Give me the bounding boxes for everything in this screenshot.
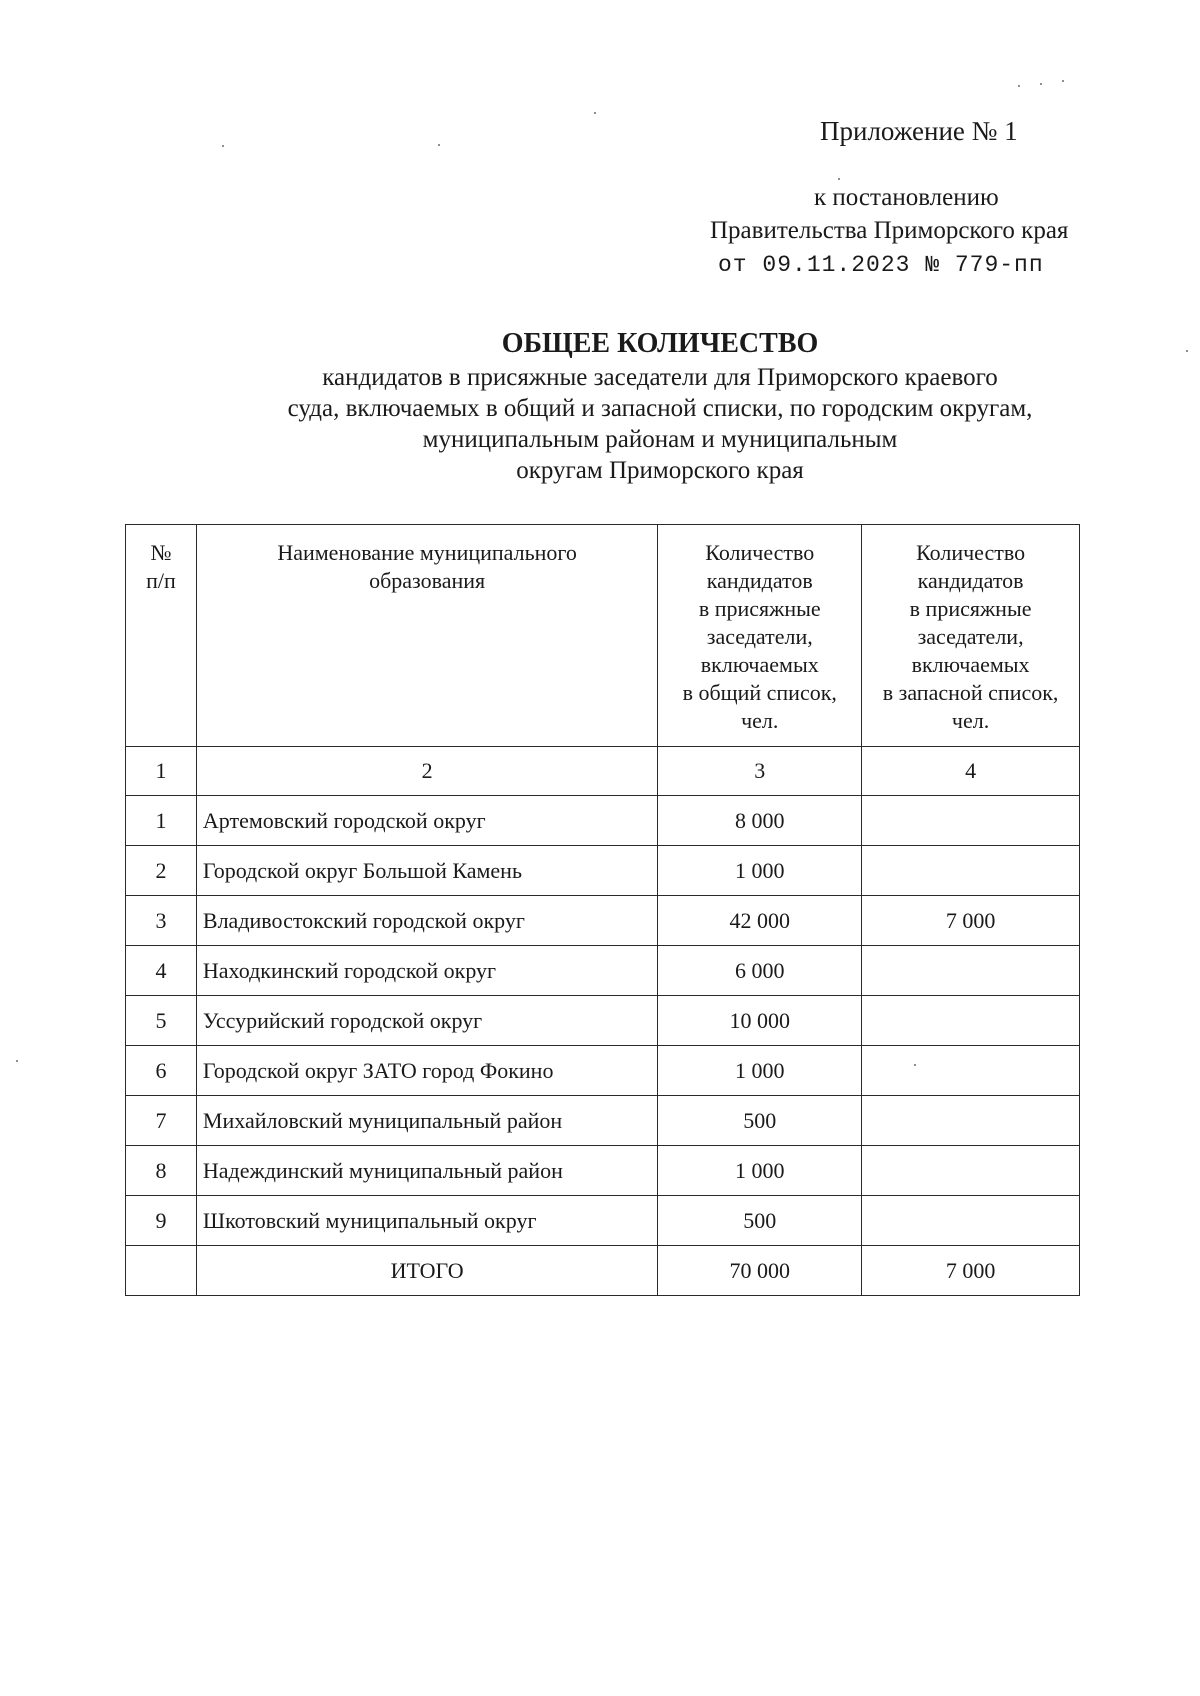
main-list-count: 6 000 <box>658 946 862 996</box>
table-row <box>126 1196 1080 1246</box>
table-row <box>126 996 1080 1046</box>
reserve-list-count <box>862 1046 1080 1096</box>
column-number-row <box>126 747 1080 796</box>
header-main-line: кандидатов <box>706 568 813 593</box>
scan-speck <box>438 144 440 146</box>
row-number: 4 <box>126 946 197 996</box>
table-header-row <box>126 525 1080 747</box>
header-main-line: Количество <box>705 540 815 565</box>
header-num <box>126 525 197 747</box>
main-list-count: 1 000 <box>658 846 862 896</box>
column-number: 4 <box>862 747 1080 796</box>
heading-subtitle-line: округам Приморского края <box>516 457 804 484</box>
scan-speck <box>594 112 596 114</box>
scan-speck <box>838 178 840 180</box>
column-number: 3 <box>658 747 862 796</box>
table-row <box>126 1046 1080 1096</box>
row-number: 3 <box>126 896 197 946</box>
column-number: 2 <box>196 747 657 796</box>
header-reserve-line: включаемых <box>911 652 1030 677</box>
table-row <box>126 1146 1080 1196</box>
heading-subtitle-line: кандидатов в присяжные заседатели для Приморского краевого <box>322 364 998 391</box>
municipality-name: Городской округ ЗАТО город Фокино <box>196 1046 657 1096</box>
header-main-line: в общий список, <box>682 680 837 705</box>
government-line: Правительства Приморского края <box>710 217 1069 244</box>
row-number: 7 <box>126 1096 197 1146</box>
reserve-list-count <box>862 1146 1080 1196</box>
main-list-count: 1 000 <box>658 1146 862 1196</box>
reserve-list-count <box>862 1096 1080 1146</box>
municipality-name: Уссурийский городской округ <box>196 996 657 1046</box>
table-row <box>126 846 1080 896</box>
main-list-count: 500 <box>658 1096 862 1146</box>
main-list-count: 500 <box>658 1196 862 1246</box>
reserve-list-count <box>862 1196 1080 1246</box>
to-decree-line: к постановлению <box>814 184 999 211</box>
municipality-name: Артемовский городской округ <box>196 796 657 846</box>
header-reserve-line: Количество <box>916 540 1026 565</box>
header-num-line: № <box>150 540 172 565</box>
row-number: 8 <box>126 1146 197 1196</box>
reserve-list-count <box>862 796 1080 846</box>
scan-speck <box>1040 83 1042 85</box>
header-main-line: включаемых <box>700 652 819 677</box>
decree-date-number: от 09.11.2023 № 779-пп <box>718 252 1044 278</box>
header-name-line: Наименование муниципального <box>277 540 577 565</box>
table-row <box>126 946 1080 996</box>
municipality-name: Михайловский муниципальный район <box>196 1096 657 1146</box>
main-list-count: 1 000 <box>658 1046 862 1096</box>
main-list-count: 10 000 <box>658 996 862 1046</box>
reserve-list-count <box>862 846 1080 896</box>
scan-speck <box>222 145 224 147</box>
municipality-name: Городской округ Большой Камень <box>196 846 657 896</box>
main-list-count: 8 000 <box>658 796 862 846</box>
municipality-name: Находкинский городской округ <box>196 946 657 996</box>
row-number: 2 <box>126 846 197 896</box>
header-reserve-line: кандидатов <box>917 568 1024 593</box>
total-main-count: 70 000 <box>658 1246 862 1296</box>
reserve-list-count <box>862 996 1080 1046</box>
reserve-list-count <box>862 946 1080 996</box>
table-row <box>126 796 1080 846</box>
scan-speck <box>1186 350 1188 352</box>
document-heading <box>200 326 1120 486</box>
municipality-name: Владивостокский городской округ <box>196 896 657 946</box>
municipality-name: Шкотовский муниципальный округ <box>196 1196 657 1246</box>
header-reserve-line: чел. <box>951 708 990 733</box>
row-number: 5 <box>126 996 197 1046</box>
appendix-title: Приложение № 1 <box>820 116 1018 146</box>
row-number: 9 <box>126 1196 197 1246</box>
scan-speck <box>1062 80 1064 82</box>
candidates-table <box>125 524 1080 1296</box>
table-row <box>126 1096 1080 1146</box>
scan-speck <box>16 1060 18 1062</box>
heading-subtitle-line: суда, включаемых в общий и запасной списки, по городским округам, <box>287 395 1033 422</box>
municipality-name: Надеждинский муниципальный район <box>196 1146 657 1196</box>
total-reserve-count: 7 000 <box>862 1246 1080 1296</box>
total-row <box>126 1246 1080 1296</box>
header-name <box>196 525 657 747</box>
scan-speck <box>914 1064 916 1066</box>
heading-subtitle-line: муниципальным районам и муниципальным <box>422 426 898 453</box>
header-reserve-list <box>862 525 1080 747</box>
header-reserve-line: в присяжные <box>909 596 1032 621</box>
heading-title: ОБЩЕЕ КОЛИЧЕСТВО <box>501 328 819 359</box>
header-main-line: заседатели, <box>706 624 813 649</box>
column-number: 1 <box>126 747 197 796</box>
header-num-line: п/п <box>146 568 176 593</box>
header-name-line: образования <box>369 568 486 593</box>
scan-speck <box>1018 85 1020 87</box>
row-number: 1 <box>126 796 197 846</box>
table-row <box>126 896 1080 946</box>
row-number: 6 <box>126 1046 197 1096</box>
total-label: ИТОГО <box>196 1246 657 1296</box>
header-reserve-line: заседатели, <box>917 624 1024 649</box>
total-row-number <box>126 1246 197 1296</box>
header-main-line: чел. <box>741 708 779 733</box>
header-main-line: в присяжные <box>698 596 821 621</box>
main-list-count: 42 000 <box>658 896 862 946</box>
header-reserve-line: в запасной список, <box>882 680 1059 705</box>
header-main-list <box>658 525 862 747</box>
reserve-list-count: 7 000 <box>862 896 1080 946</box>
